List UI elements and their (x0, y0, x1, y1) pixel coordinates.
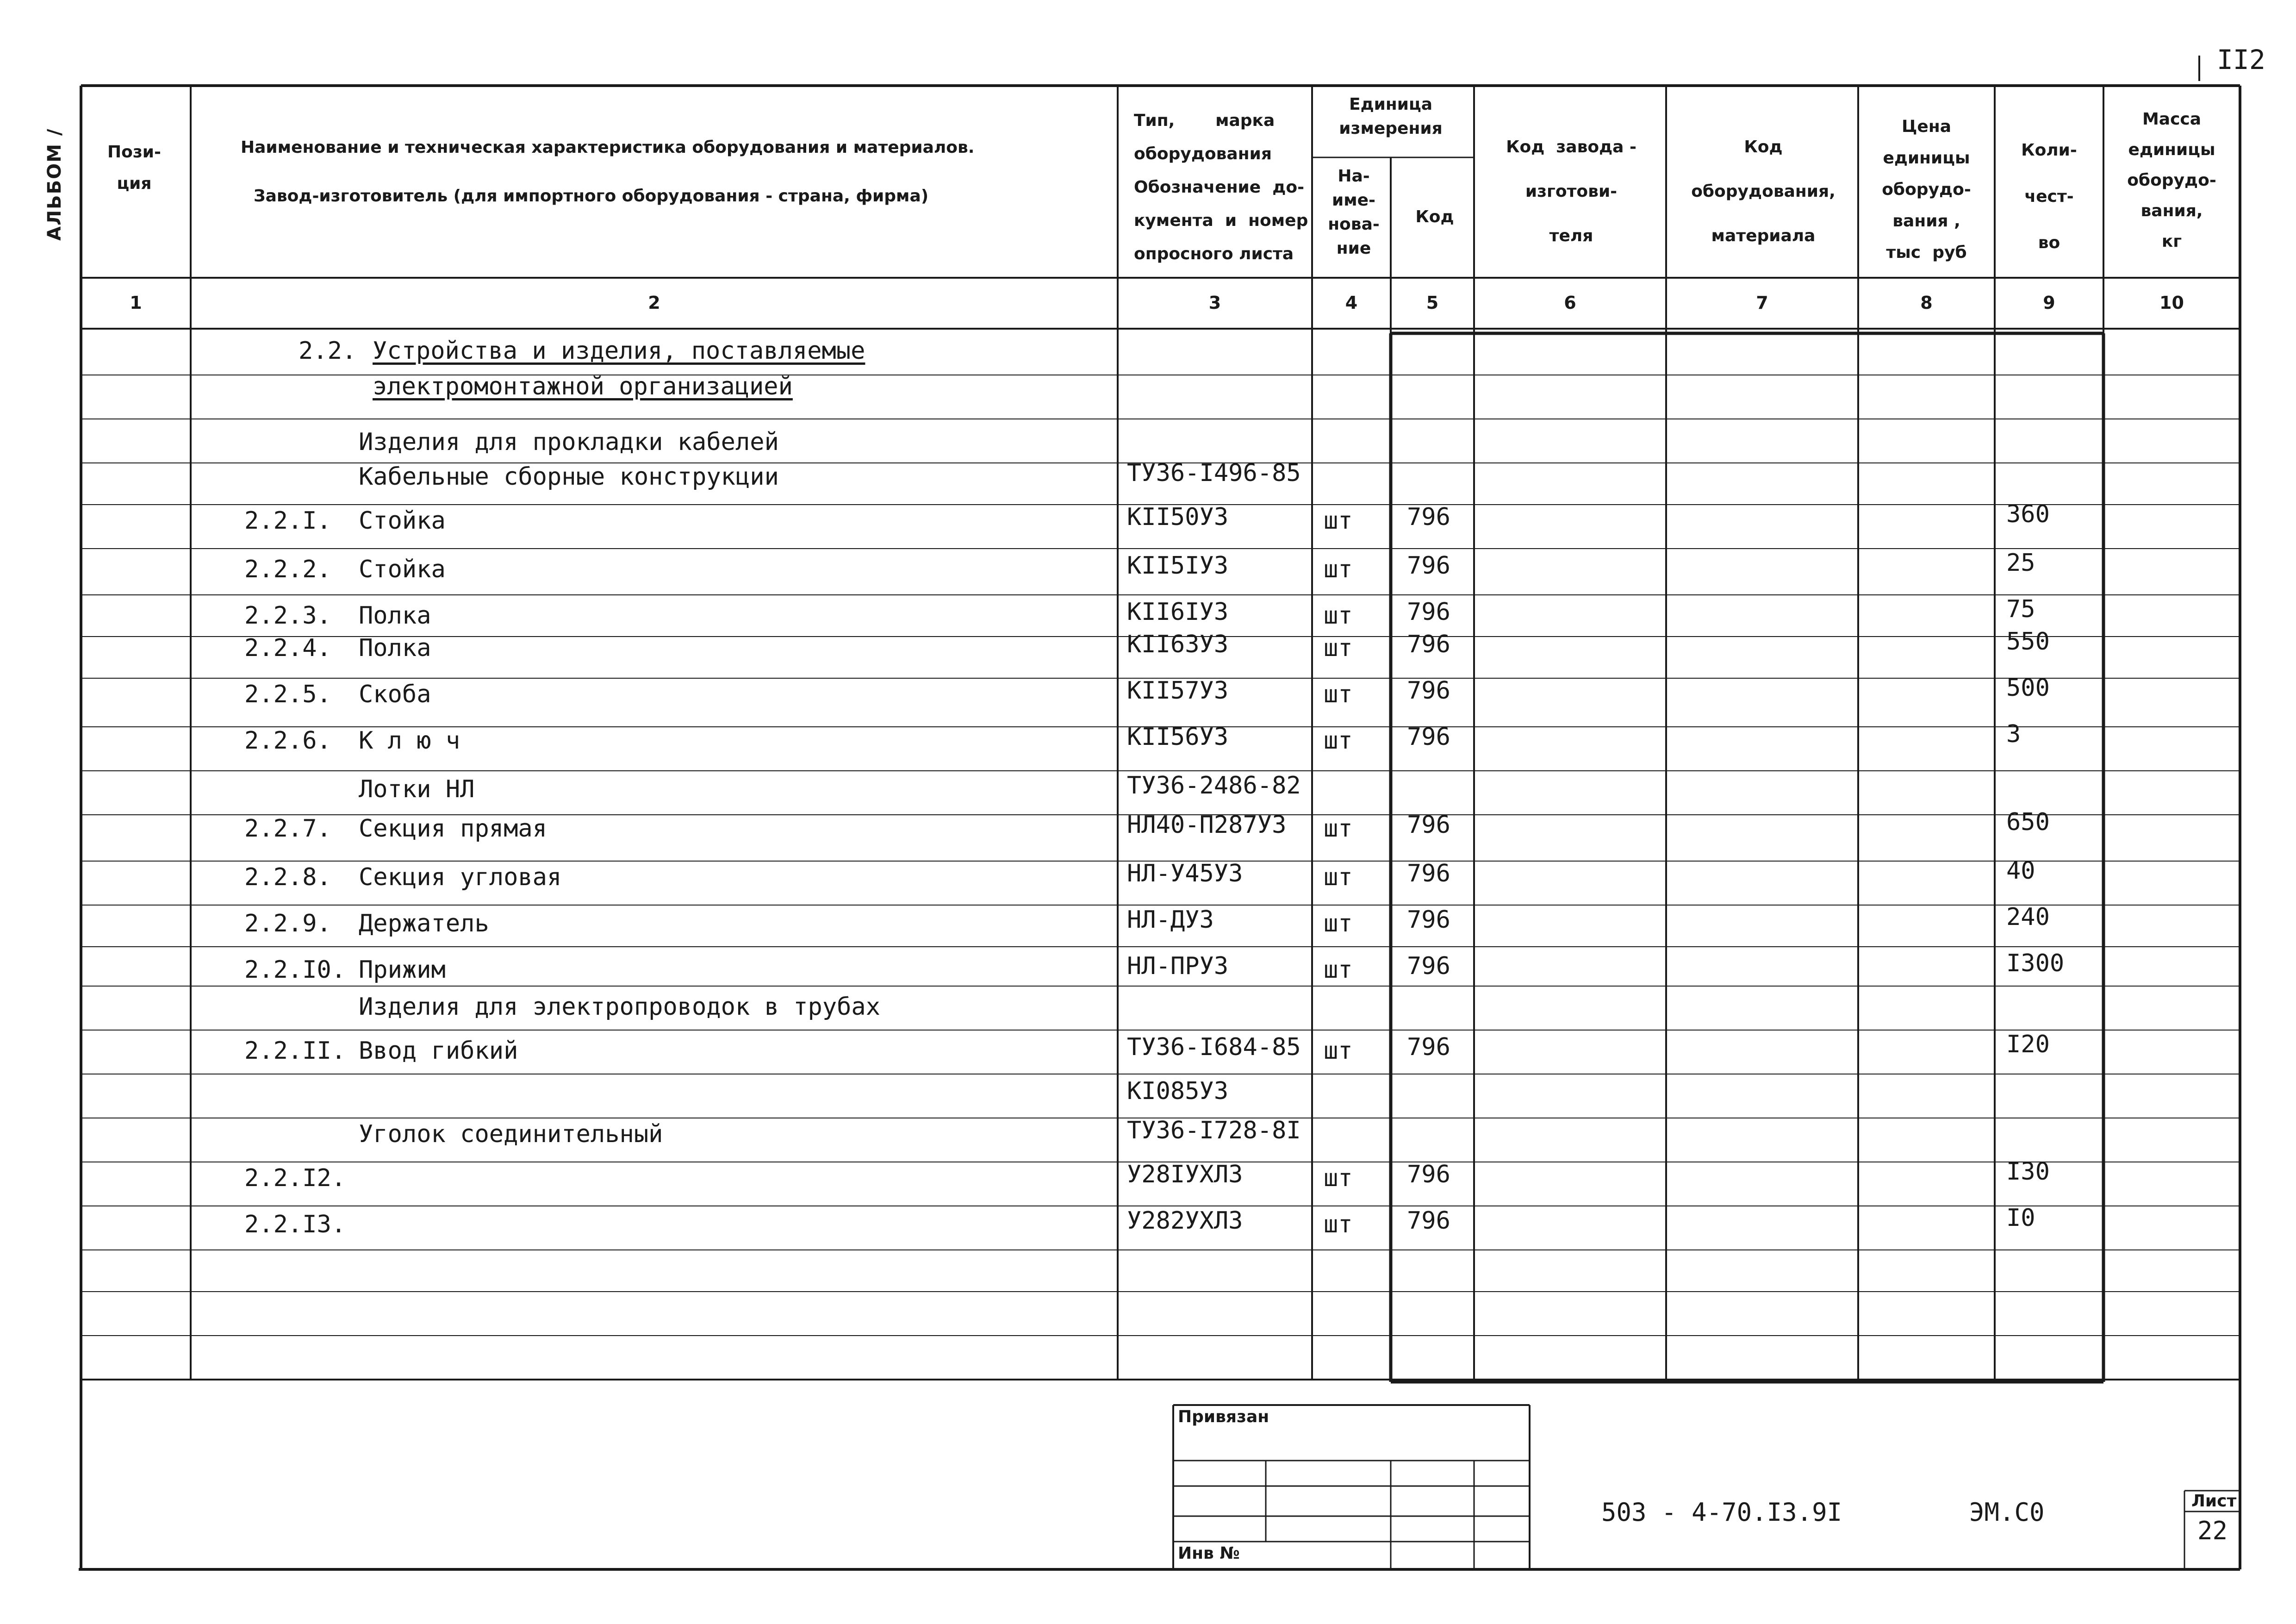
header-name-line1: Наименование и техническая характеристика оборудования и материалов. (241, 138, 975, 157)
row-quantity: I20 (2006, 1031, 2050, 1058)
header-equipment-code: Код оборудования, материала (1691, 137, 1836, 245)
row-name: Держатель (359, 910, 489, 937)
row-code: 796 (1407, 1033, 1450, 1061)
row-name: Скоба (359, 681, 431, 708)
row-type: ТУ36-I496-85 (1127, 459, 1301, 487)
row-name: электромонтажной организацией (373, 373, 793, 400)
row-unit: шт (1324, 681, 1353, 708)
row-position: 2.2.4. (244, 634, 331, 662)
row-position: 2.2.I3. (244, 1211, 346, 1238)
row-position: 2.2.I0. (244, 956, 346, 984)
row-position: 2.2.3. (244, 602, 331, 630)
row-name: Полка (359, 634, 431, 662)
row-name: Прижим (359, 956, 446, 984)
row-name: Лотки НЛ (359, 775, 475, 803)
row-code: 796 (1407, 906, 1450, 934)
row-type: НЛ-ПРУ3 (1127, 952, 1229, 980)
row-type: ТУ36-2486-82 (1127, 772, 1301, 800)
column-number: 4 (1345, 293, 1358, 313)
stamp-mark: ЭМ.С0 (1969, 1498, 2045, 1527)
row-quantity: 240 (2006, 903, 2050, 931)
row-code: 796 (1407, 503, 1450, 531)
header-unit-group: Единица измерения (1339, 95, 1443, 138)
row-unit: шт (1324, 507, 1353, 535)
row-position: 2.2.II. (244, 1037, 346, 1065)
column-number: 7 (1756, 293, 1768, 313)
row-name: К л ю ч (359, 727, 460, 755)
stamp-sheet-number: 22 (2197, 1516, 2228, 1545)
row-position: 2.2.5. (244, 681, 331, 708)
header-position: Пози- ция (107, 143, 161, 194)
row-name: Изделия для прокладки кабелей (359, 428, 779, 456)
row-unit: шт (1324, 556, 1353, 583)
row-code: 796 (1407, 631, 1450, 658)
stamp-privyazan: Привязан (1178, 1407, 1269, 1426)
header-factory-code: Код завода - изготови- теля (1506, 137, 1636, 245)
row-code: 796 (1407, 598, 1450, 626)
row-quantity: 650 (2006, 808, 2050, 836)
row-name: Стойка (359, 556, 446, 583)
row-type: КII63У3 (1127, 631, 1229, 658)
row-type: КII56У3 (1127, 723, 1229, 751)
page-number: II2 (2217, 44, 2265, 75)
column-number: 6 (1564, 293, 1576, 313)
row-unit: шт (1324, 634, 1353, 662)
row-type: КII57У3 (1127, 677, 1229, 705)
row-quantity: I0 (2006, 1204, 2035, 1232)
row-type: НЛ-У45У3 (1127, 860, 1243, 887)
row-unit: шт (1324, 1211, 1353, 1238)
row-type: ТУ36-I728-8I (1127, 1117, 1301, 1144)
row-position: 2.2.7. (244, 815, 331, 843)
row-code: 796 (1407, 552, 1450, 580)
row-type: У282УХЛ3 (1127, 1207, 1243, 1235)
stamp-inventory-no: Инв № (1178, 1544, 1240, 1563)
row-name: Кабельные сборные конструкции (359, 463, 779, 491)
row-position: 2.2. (299, 337, 357, 365)
row-quantity: 360 (2006, 500, 2050, 528)
row-type: КII6IУ3 (1127, 598, 1229, 626)
row-position: 2.2.I. (244, 507, 331, 535)
row-quantity: 75 (2006, 595, 2035, 623)
row-code: 796 (1407, 677, 1450, 705)
column-number: 8 (1920, 293, 1933, 313)
column-number: 1 (130, 293, 142, 313)
header-unit-name: На- име- нова- ние (1328, 167, 1380, 258)
row-position: 2.2.9. (244, 910, 331, 937)
row-code: 796 (1407, 811, 1450, 839)
column-number: 5 (1426, 293, 1439, 313)
row-code: 796 (1407, 1161, 1450, 1188)
row-name: Уголок соединительный (359, 1120, 663, 1148)
row-quantity: 500 (2006, 674, 2050, 702)
row-quantity: 3 (2006, 720, 2021, 748)
side-label: АЛЬБОМ / (44, 128, 65, 241)
row-quantity: 40 (2006, 857, 2035, 885)
header-name-line2: Завод-изготовитель (для импортного оборудования - страна, фирма) (254, 187, 929, 206)
row-position: 2.2.2. (244, 556, 331, 583)
row-type: КII5IУ3 (1127, 552, 1229, 580)
row-type: ТУ36-I684-85 (1127, 1033, 1301, 1061)
column-number: 9 (2043, 293, 2055, 313)
row-name: Полка (359, 602, 431, 630)
row-quantity: 550 (2006, 628, 2050, 656)
row-quantity: I300 (2006, 949, 2065, 977)
row-position: 2.2.I2. (244, 1164, 346, 1192)
header-type: Тип, марка оборудования Обозначение до- кумента и номер опросного листа (1134, 111, 1308, 263)
row-name: Ввод гибкий (359, 1037, 518, 1065)
row-unit: шт (1324, 1164, 1353, 1192)
header-unit-code: Код (1415, 207, 1454, 226)
row-unit: шт (1324, 910, 1353, 937)
row-unit: шт (1324, 956, 1353, 984)
row-position: 2.2.6. (244, 727, 331, 755)
row-unit: шт (1324, 602, 1353, 630)
row-type: КI085У3 (1127, 1077, 1229, 1105)
column-number: 10 (2159, 293, 2184, 313)
row-unit: шт (1324, 815, 1353, 843)
row-unit: шт (1324, 727, 1353, 755)
column-number: 3 (1208, 293, 1221, 313)
row-type: У28IУХЛ3 (1127, 1161, 1243, 1188)
row-type: КII50У3 (1127, 503, 1229, 531)
row-type: НЛ-ДУ3 (1127, 906, 1214, 934)
stamp-document-code: 503 - 4-70.I3.9I (1601, 1498, 1842, 1527)
header-price: Цена единицы оборудо- вания , тыс руб (1882, 117, 1971, 262)
row-type: НЛ40-П287У3 (1127, 811, 1287, 839)
header-mass: Масса единицы оборудо- вания, кг (2127, 110, 2216, 251)
row-name: Секция прямая (359, 815, 547, 843)
row-code: 796 (1407, 860, 1450, 887)
row-code: 796 (1407, 1207, 1450, 1235)
row-unit: шт (1324, 1037, 1353, 1065)
row-name: Стойка (359, 507, 446, 535)
row-name: Секция угловая (359, 863, 562, 891)
stamp-sheet-label: Лист (2191, 1492, 2237, 1511)
row-name: Устройства и изделия, поставляемые (373, 337, 865, 365)
row-unit: шт (1324, 863, 1353, 891)
row-quantity: I30 (2006, 1158, 2050, 1186)
row-quantity: 25 (2006, 549, 2035, 577)
row-code: 796 (1407, 723, 1450, 751)
row-name: Изделия для электропроводок в трубах (359, 993, 881, 1021)
row-code: 796 (1407, 952, 1450, 980)
column-number: 2 (648, 293, 660, 313)
row-position: 2.2.8. (244, 863, 331, 891)
header-quantity: Коли- чест- во (2021, 141, 2077, 252)
